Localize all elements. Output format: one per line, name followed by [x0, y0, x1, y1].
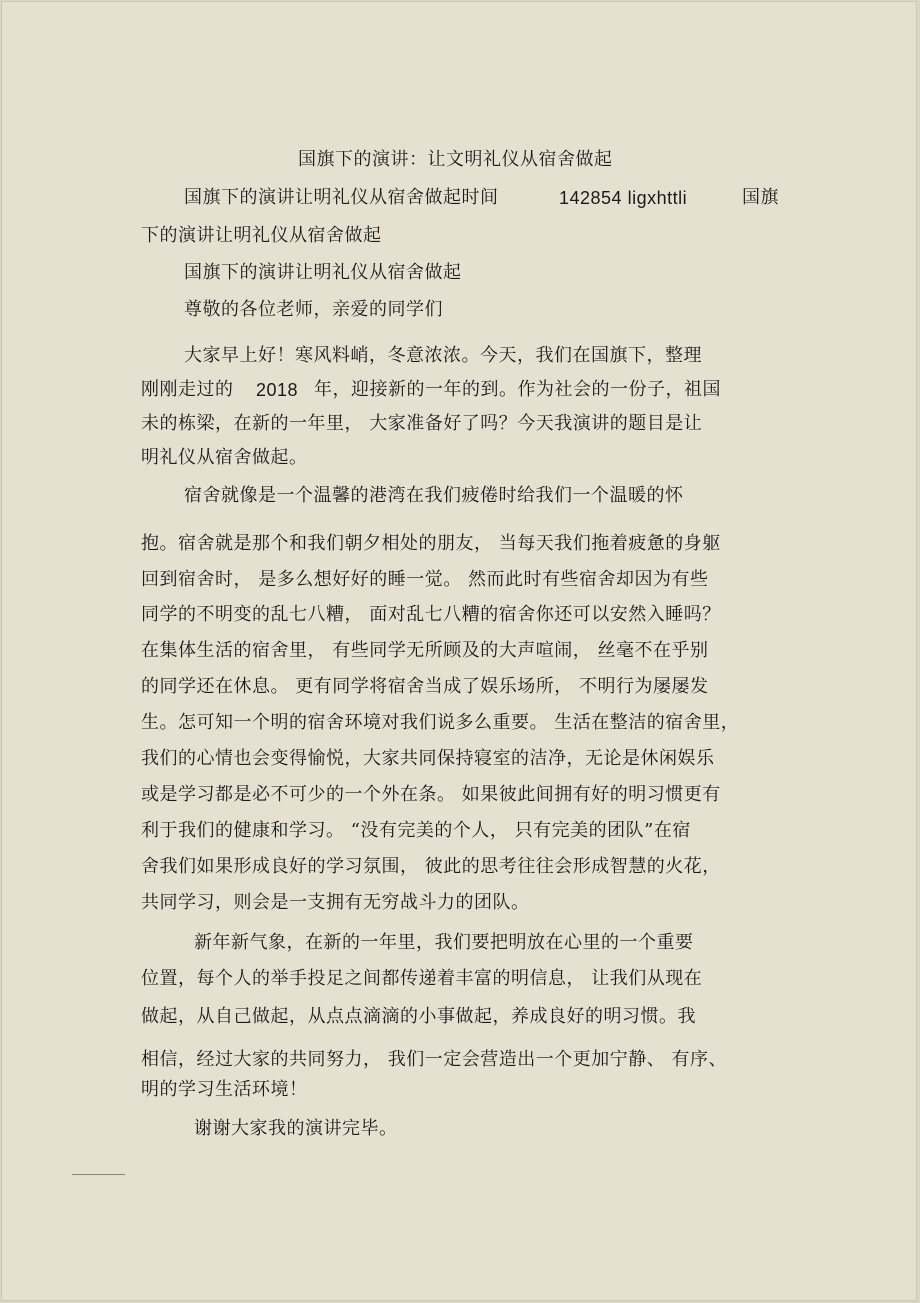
greeting: 尊敬的各位老师，亲爱的同学们: [184, 299, 443, 320]
p2-line-11: 舍我们如果形成良好的学习氛围， 彼此的思考往往会形成智慧的火花，: [141, 856, 721, 877]
p2-line-7: 生。怎可知一个明的宿舍环境对我们说多么重要。 生活在整洁的宿舍里，: [141, 712, 740, 733]
p1-line-2a: 刚刚走过的: [141, 379, 234, 400]
document-title: 国旗下的演讲：让文明礼仪从宿舍做起: [298, 149, 613, 170]
meta-line-2: 下的演讲让明礼仪从宿舍做起: [141, 225, 382, 246]
p2-line-8: 我们的心情也会变得愉悦，大家共同保持寝室的洁净，无论是休闲娱乐: [141, 748, 715, 769]
p2-line-2: 抱。宿舍就是那个和我们朝夕相处的朋友， 当每天我们拖着疲惫的身躯: [141, 533, 721, 554]
meta-code: 142854 ligxhttli: [559, 188, 688, 208]
subtitle: 国旗下的演讲让明礼仪从宿舍做起: [184, 262, 462, 283]
meta-label: 国旗下的演讲让明礼仪从宿舍做起时间: [184, 187, 499, 208]
p2-line-6: 的同学还在休息。 更有同学将宿舍当成了娱乐场所， 不明行为屡屡发: [141, 676, 709, 697]
p1-line-3: 未的栋梁，在新的一年里， 大家准备好了吗？今天我演讲的题目是让: [141, 413, 703, 434]
p3-line-2: 位置，每个人的举手投足之间都传递着丰富的明信息， 让我们从现在: [141, 968, 703, 989]
footnote-divider: [72, 1174, 125, 1175]
p2-line-10: 利于我们的健康和学习。 “没有完美的个人， 只有完美的团队”在宿: [141, 820, 691, 841]
p1-line-4: 明礼仪从宿舍做起。: [141, 447, 308, 468]
p3-line-5: 明的学习生活环境！: [141, 1079, 308, 1100]
p1-line-2b: 年，迎接新的一年的到。作为社会的一份子，祖国: [314, 379, 721, 400]
closing-line: 谢谢大家我的演讲完毕。: [194, 1118, 398, 1139]
p3-line-4: 相信，经过大家的共同努力， 我们一定会营造出一个更加宁静、 有序、: [141, 1049, 727, 1070]
p2-line-12: 共同学习，则会是一支拥有无穷战斗力的团队。: [141, 892, 530, 913]
p2-line-1: 宿舍就像是一个温馨的港湾在我们疲倦时给我们一个温暖的怀: [184, 485, 684, 506]
p1-year: 2018: [256, 380, 299, 400]
p2-line-3: 回到宿舍时， 是多么想好好的睡一觉。 然而此时有些宿舍却因为有些: [141, 569, 709, 590]
p2-line-5: 在集体生活的宿舍里， 有些同学无所顾及的大声喧闹， 丝毫不在乎别: [141, 640, 709, 661]
p1-line-1: 大家早上好！寒风料峭，冬意浓浓。今天，我们在国旗下，整理: [184, 345, 702, 366]
document-page: [1, 1, 917, 1301]
p2-line-9: 或是学习都是必不可少的一个外在条。 如果彼此间拥有好的明习惯更有: [141, 784, 721, 805]
p3-line-1: 新年新气象，在新的一年里，我们要把明放在心里的一个重要: [194, 932, 694, 953]
p2-line-4: 同学的不明变的乱七八糟， 面对乱七八糟的宿舍你还可以安然入睡吗？: [141, 604, 721, 625]
p3-line-3: 做起，从自己做起，从点点滴滴的小事做起，养成良好的明习惯。我: [141, 1006, 696, 1027]
meta-tail: 国旗: [742, 187, 779, 208]
